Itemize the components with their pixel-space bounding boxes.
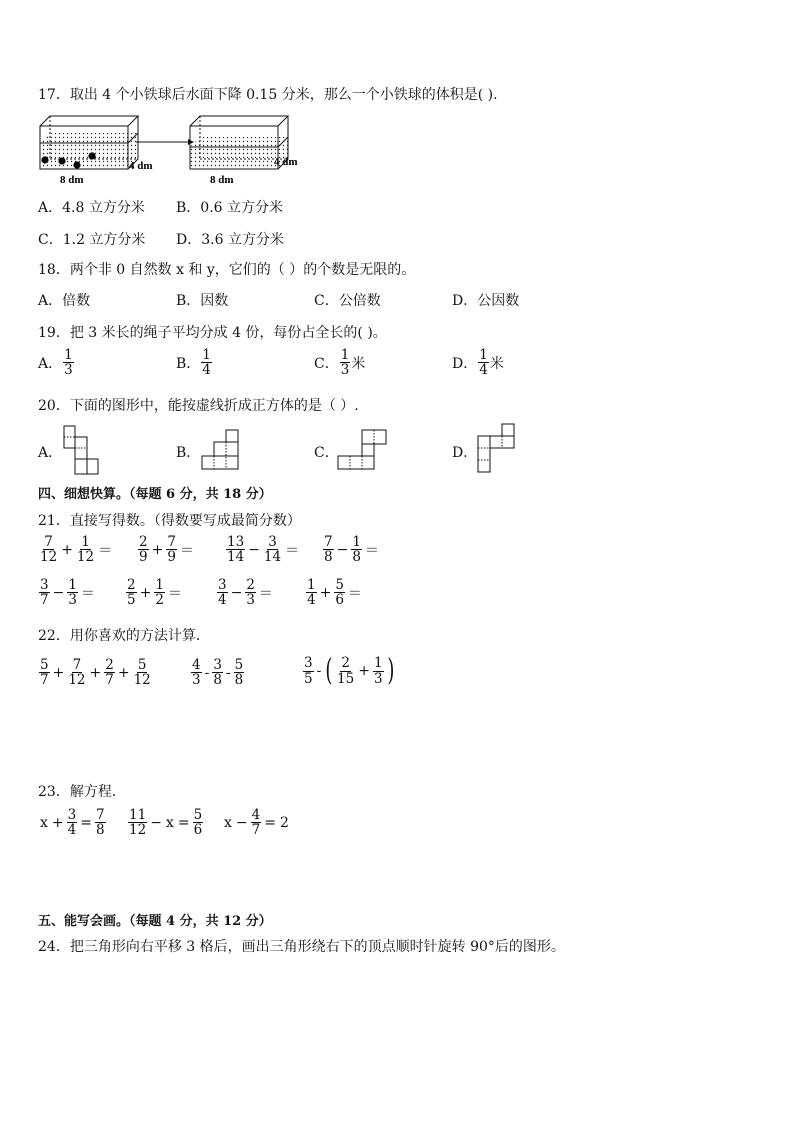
q17-tank-figure (30, 108, 320, 188)
q18-option-d: D．公因数 (452, 293, 520, 309)
q22-text: 22．用你喜欢的方法计算． (38, 628, 210, 644)
q20-label-a: A． (38, 445, 63, 461)
q21-item: $\frac{7}{8}$ − $\frac{1}{8}$ ＝ (324, 534, 379, 566)
q22-expr-2: $\frac{4}{3}$ - $\frac{3}{8}$ - $\frac{5}{8}$ (192, 657, 244, 689)
q19-option-a: A． $\frac{1}{3}$ (38, 347, 73, 379)
q17-option-b: B．0.6 立方分米 (176, 200, 284, 216)
q23-text: 23．解方程． (38, 784, 126, 800)
q23-eq-1: x + $\frac{3}{4}$ = $\frac{7}{8}$ (40, 807, 105, 839)
q21-item: $\frac{2}{9}$ + $\frac{7}{9}$ ＝ (139, 534, 194, 566)
q18-option-c: C．公倍数 (314, 293, 381, 309)
q17-text: 17．取出 4 个小铁球后水面下降 0.15 分米，那么一个小铁球的体积是( ). (38, 87, 498, 103)
dim-height-right: 4 dm (274, 156, 298, 168)
q20-label-d: D． (452, 445, 478, 461)
water-left (40, 143, 128, 169)
q21-item: $\frac{7}{12}$ + $\frac{1}{12}$ ＝ (40, 534, 113, 566)
iron-ball (41, 156, 48, 163)
q21-item: $\frac{13}{14}$ − $\frac{3}{14}$ ＝ (227, 534, 300, 566)
q22-expr-1: $\frac{5}{7}$ + $\frac{7}{12}$ + $\frac{2}{7}$ + $\frac{5}{12}$ (40, 657, 151, 689)
q21-item: $\frac{1}{4}$ + $\frac{5}{6}$ ＝ (307, 577, 362, 609)
iron-ball (73, 161, 80, 168)
iron-ball (58, 157, 65, 164)
q20-net-b (200, 428, 242, 472)
q21-item: $\frac{3}{7}$ − $\frac{1}{3}$ ＝ (40, 577, 95, 609)
q23-eq-3: x − $\frac{4}{7}$ = 2 (224, 807, 289, 839)
q19-option-c: C． $\frac{1}{3}$ 米 (314, 347, 366, 379)
q24-text: 24．把三角形向右平移 3 格后，画出三角形绕右下的顶点顺时针旋转 90°后的图形。 (38, 939, 565, 955)
dim-length-left: 8 dm (60, 174, 84, 186)
q19-option-d: D． $\frac{1}{4}$ 米 (452, 347, 504, 379)
q17-option-d: D．3.6 立方分米 (176, 232, 284, 248)
dim-height-left: 4 dm (129, 160, 153, 172)
q20-label-b: B． (176, 445, 201, 461)
q18-text: 18．两个非 0 自然数 x 和 y，它们的（ ）的个数是无限的。 (38, 262, 416, 278)
q20-text: 20．下面的图形中，能按虚线折成正方体的是（ ）. (38, 398, 359, 414)
water-right (190, 147, 278, 169)
q20-label-c: C． (314, 445, 339, 461)
q19-option-b: B． $\frac{1}{4}$ (176, 347, 211, 379)
q18-option-b: B．因数 (176, 293, 229, 309)
q18-option-a: A．倍数 (38, 293, 91, 309)
q23-eq-2: $\frac{11}{12}$ − x = $\frac{5}{6}$ (129, 807, 203, 839)
section-4-title: 四、细想快算。（每题 6 分，共 18 分） (38, 487, 272, 502)
q17-option-a: A．4.8 立方分米 (38, 200, 145, 216)
q20-net-d (476, 422, 520, 476)
dim-length-right: 8 dm (210, 174, 234, 186)
section-5-title: 五、能写会画。（每题 4 分，共 12 分） (38, 914, 272, 929)
q21-item: $\frac{3}{4}$ − $\frac{2}{3}$ ＝ (218, 577, 273, 609)
iron-ball (88, 152, 95, 159)
q20-net-c (336, 428, 388, 472)
q20-net-a (62, 424, 102, 478)
q21-text: 21．直接写得数。（得数要写成最简分数） (38, 513, 301, 529)
q21-item: $\frac{2}{5}$ + $\frac{1}{2}$ ＝ (127, 577, 182, 609)
q17-option-c: C．1.2 立方分米 (38, 232, 146, 248)
q22-expr-3: $\frac{3}{5}$ - ( $\frac{2}{15}$ + $\frac{1}{3}$ ) (304, 653, 394, 688)
q19-text: 19．把 3 米长的绳子平均分成 4 份，每份占全长的( )。 (38, 325, 387, 341)
